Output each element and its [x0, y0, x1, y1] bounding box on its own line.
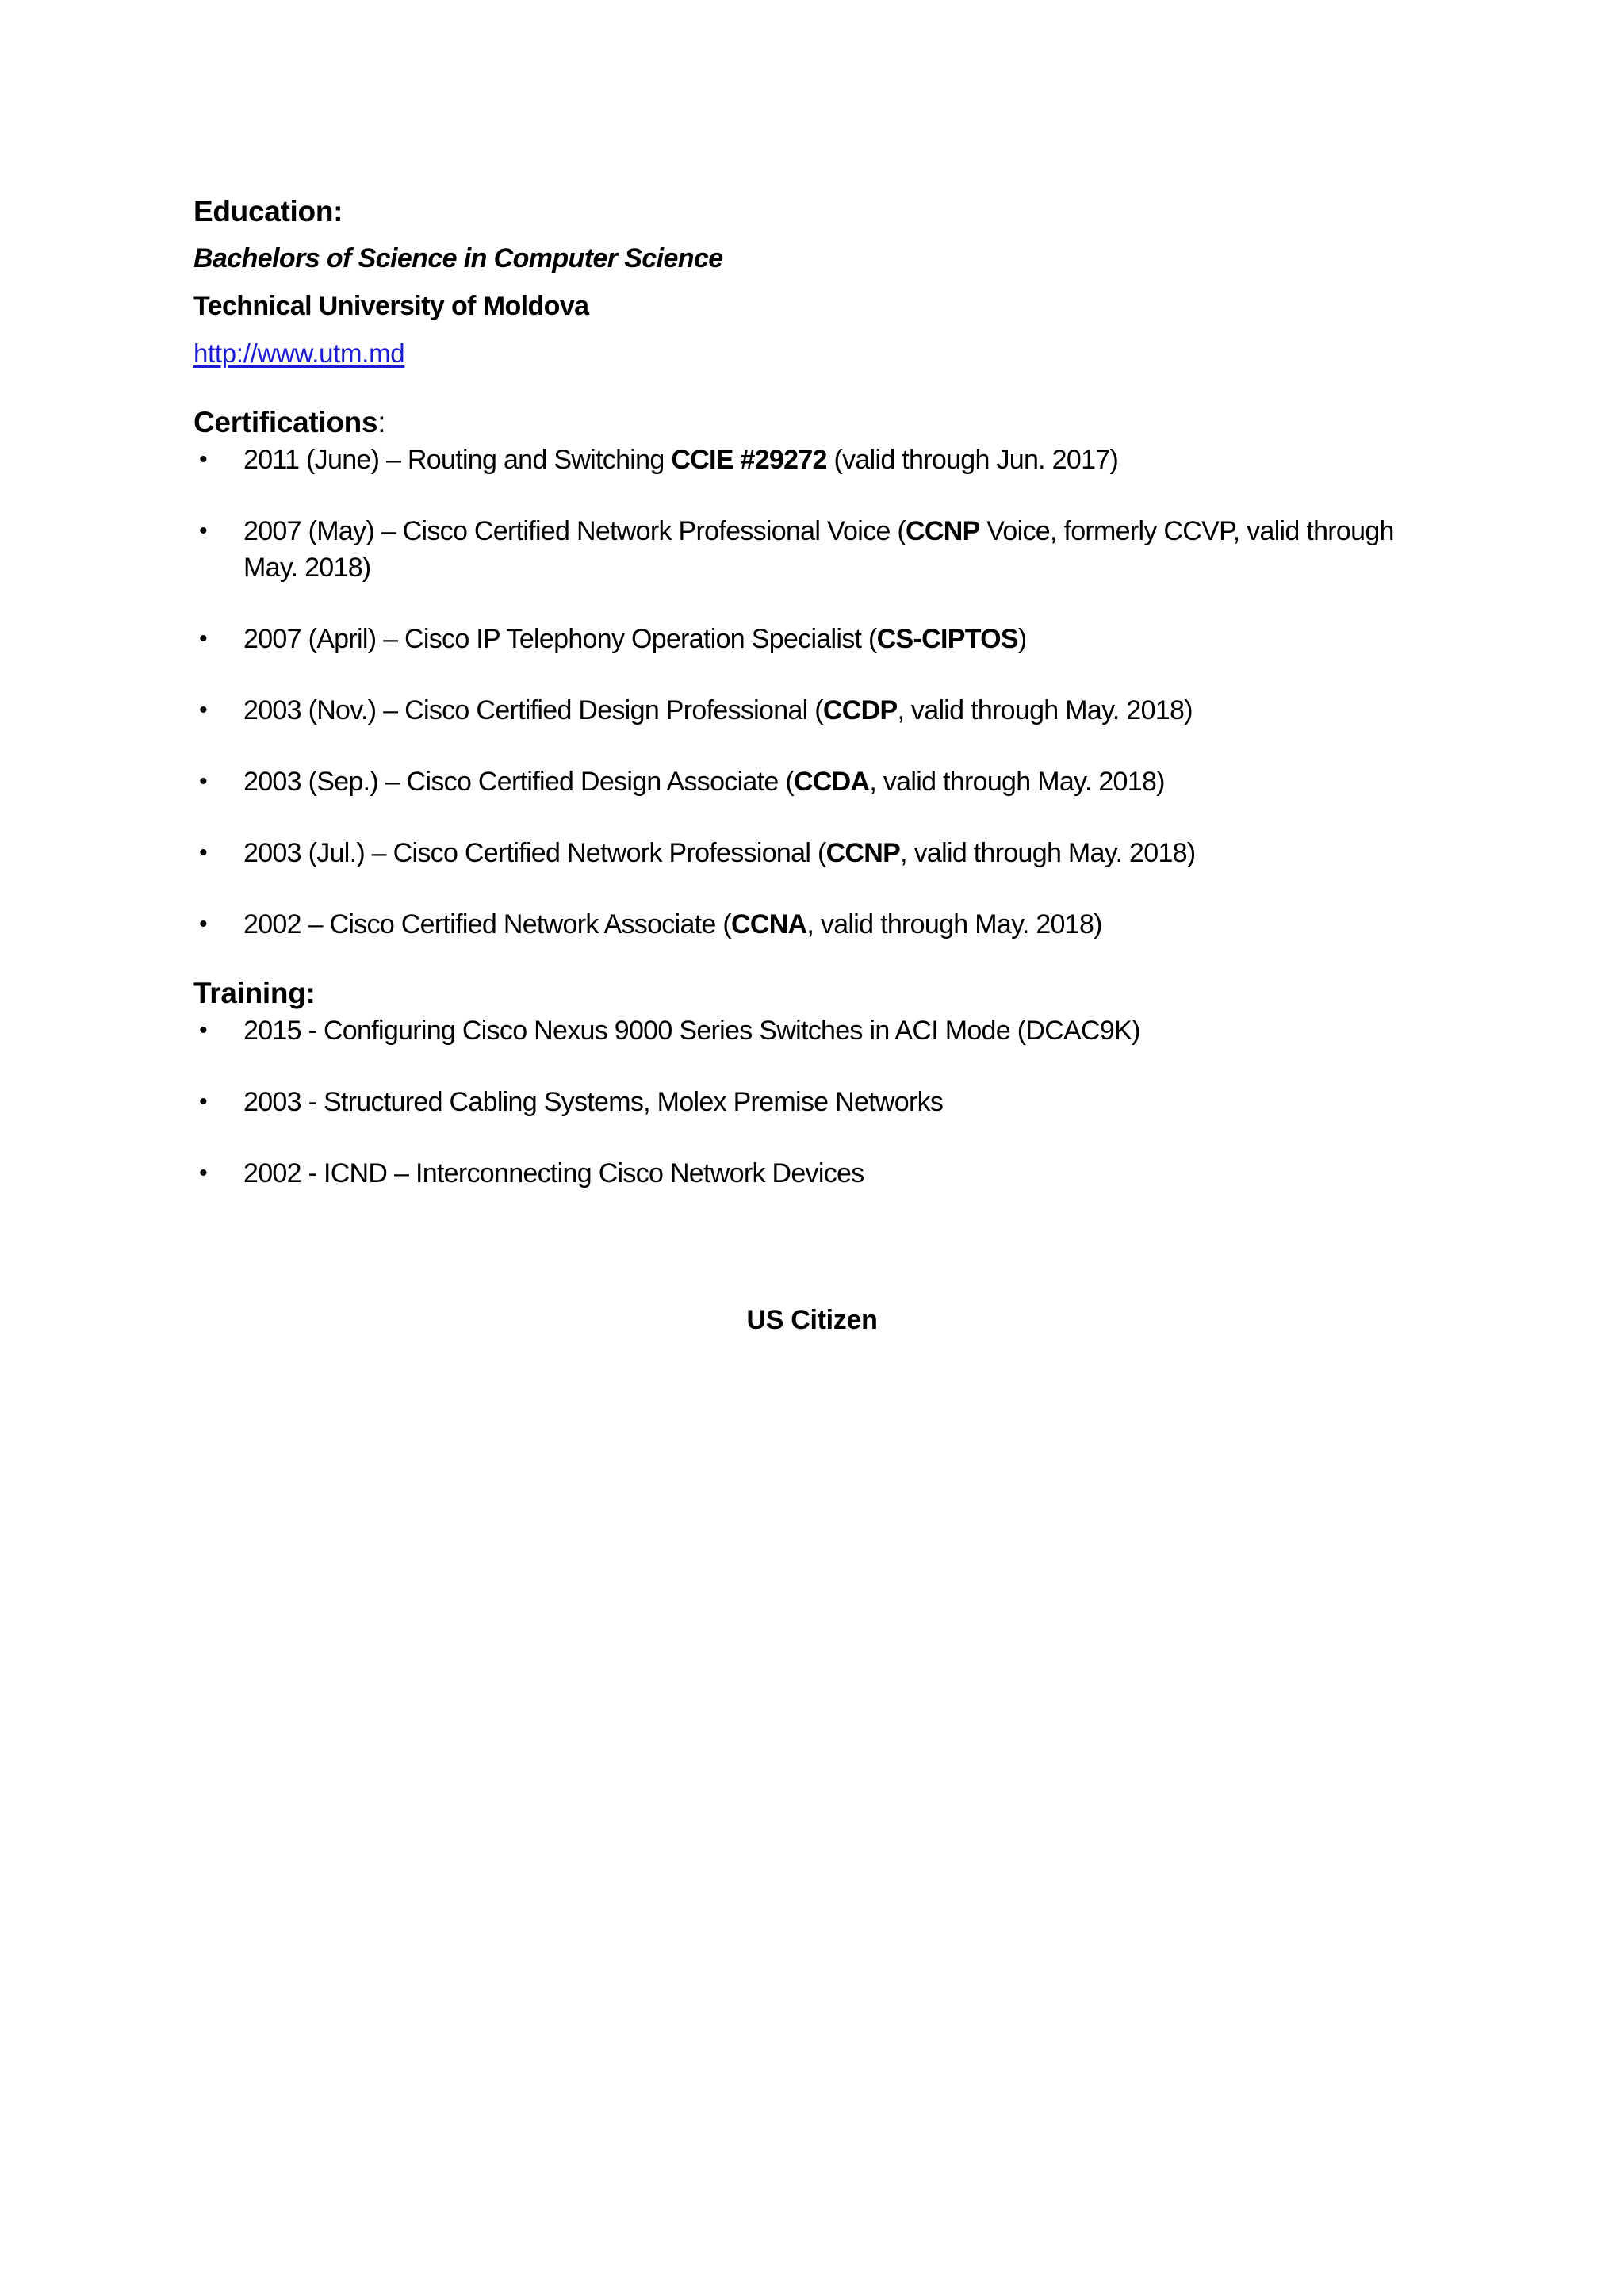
cert-validity: Voice, formerly CCVP, valid through May. 2018) [243, 516, 1394, 583]
citizenship-note: US Citizen [746, 1305, 878, 1335]
cert-validity: , valid through May. 2018) [900, 838, 1196, 868]
cert-validity: (valid through Jun. 2017) [826, 445, 1119, 475]
certifications-heading [193, 404, 1431, 442]
list-item [193, 1155, 1431, 1192]
cert-validity: , valid through May. 2018) [869, 767, 1165, 797]
training-section [193, 974, 1431, 1192]
cert-text: 2003 (Nov.) – Cisco Certified Design Professional ( [243, 695, 823, 725]
training-heading: Training: [193, 977, 316, 1009]
cert-code: CCNA [731, 909, 807, 939]
training-list [193, 1012, 1431, 1192]
bullet-icon: • [199, 1089, 207, 1115]
bullet-icon: • [199, 840, 207, 866]
certifications-heading-colon: : [377, 406, 386, 438]
certifications-list [193, 442, 1431, 943]
education-section [193, 193, 1431, 372]
degree-title: Bachelors of Science in Computer Science [193, 243, 723, 274]
bullet-icon: • [199, 768, 207, 794]
cert-code: CS-CIPTOS [876, 624, 1018, 654]
list-item [193, 1084, 1431, 1120]
cert-text: 2002 – Cisco Certified Network Associate ( [243, 909, 731, 939]
training-text: 2015 - Configuring Cisco Nexus 9000 Series Switches in ACI Mode (DCAC9K) [243, 1016, 1140, 1046]
cert-text: 2003 (Sep.) – Cisco Certified Design Associate ( [243, 767, 794, 797]
document-content [193, 193, 1431, 1192]
cert-text: 2003 (Jul.) – Cisco Certified Network Professional ( [243, 838, 826, 868]
bullet-icon: • [199, 518, 207, 544]
list-item [193, 621, 1431, 657]
list-item [193, 1012, 1431, 1049]
list-item [193, 835, 1431, 871]
cert-code: CCIE #29272 [671, 445, 827, 475]
education-heading: Education: [193, 195, 343, 228]
cert-text: 2011 (June) – Routing and Switching [243, 445, 672, 475]
bullet-icon: • [199, 1160, 207, 1186]
list-item [193, 692, 1431, 729]
certifications-heading-text: Certifications [193, 406, 378, 438]
school-name: Technical University of Moldova [193, 291, 589, 321]
bullet-icon: • [199, 697, 207, 723]
cert-validity: , valid through May. 2018) [897, 695, 1193, 725]
list-item [193, 513, 1431, 586]
certifications-section [193, 404, 1431, 943]
training-text: 2003 - Structured Cabling Systems, Molex Premise Networks [243, 1087, 944, 1117]
bullet-icon: • [199, 446, 207, 473]
cert-validity: ) [1017, 624, 1027, 654]
list-item [193, 763, 1431, 800]
cert-validity: , valid through May. 2018) [806, 909, 1102, 939]
bullet-icon: • [199, 911, 207, 937]
training-text: 2002 - ICND – Interconnecting Cisco Network Devices [243, 1158, 864, 1188]
cert-code: CCNP [825, 838, 901, 868]
bullet-icon: • [199, 626, 207, 652]
list-item [193, 906, 1431, 943]
cert-code: CCDP [822, 695, 898, 725]
school-link[interactable]: http://www.utm.md [193, 339, 405, 368]
cert-code: CCDA [793, 767, 870, 797]
cert-text: 2007 (April) – Cisco IP Telephony Operation Specialist ( [243, 624, 877, 654]
cert-code: CCNP [906, 516, 980, 546]
bullet-icon: • [199, 1017, 207, 1043]
cert-text: 2007 (May) – Cisco Certified Network Professional Voice ( [243, 516, 906, 546]
list-item [193, 442, 1431, 478]
